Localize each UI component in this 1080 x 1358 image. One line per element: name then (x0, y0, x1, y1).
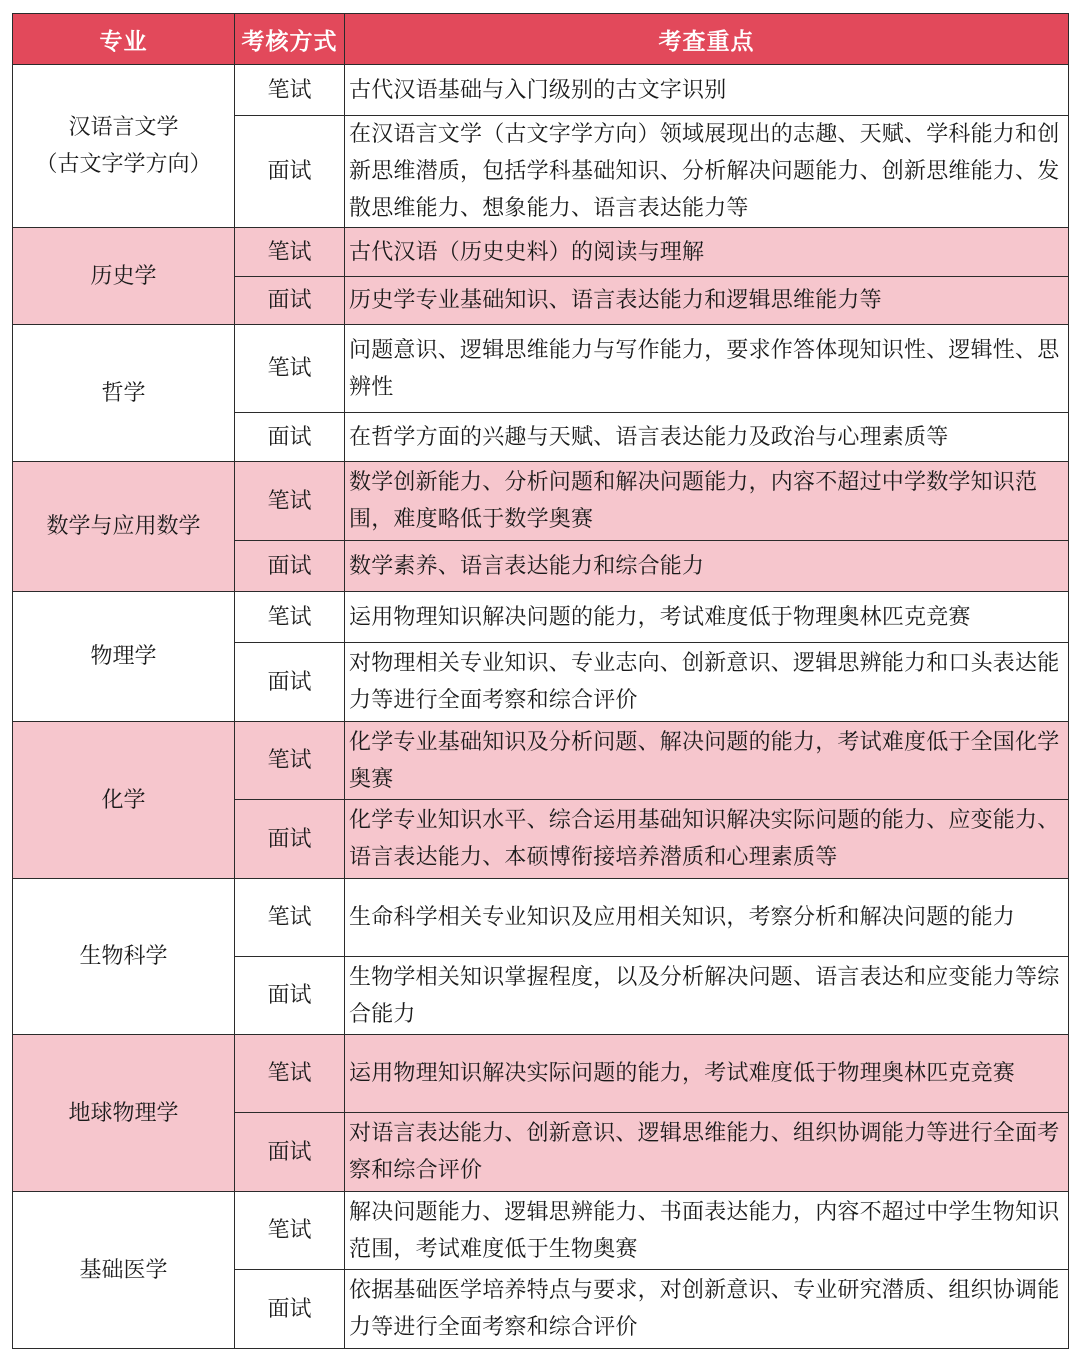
table-row (13, 722, 1069, 800)
header-focus: 考查重点 (345, 14, 1069, 65)
header-major: 专业 (13, 14, 235, 65)
major-cell: 化学 (13, 722, 235, 879)
focus-interview: 生物学相关知识掌握程度，以及分析解决问题、语言表达和应变能力等综合能力 (345, 957, 1069, 1035)
focus-interview: 历史学专业基础知识、语言表达能力和逻辑思维能力等 (345, 277, 1069, 325)
exam-table (12, 13, 1069, 1349)
table-row (13, 1035, 1069, 1113)
method-interview: 面试 (235, 643, 345, 722)
table-row (13, 325, 1069, 413)
method-interview: 面试 (235, 1113, 345, 1192)
method-written: 笔试 (235, 1035, 345, 1113)
method-interview: 面试 (235, 277, 345, 325)
major-name: 汉语言文学 (68, 115, 179, 140)
method-interview: 面试 (235, 541, 345, 592)
focus-written: 解决问题能力、逻辑思辨能力、书面表达能力，内容不超过中学生物知识范围，考试难度低于生物奥赛 (345, 1192, 1069, 1270)
method-written: 笔试 (235, 1192, 345, 1270)
table-header-row (13, 14, 1069, 65)
focus-written: 运用物理知识解决实际问题的能力，考试难度低于物理奥林匹克竞赛 (345, 1035, 1069, 1113)
focus-interview: 在汉语言文学（古文字学方向）领域展现出的志趣、天赋、学科能力和创新思维潜质，包括学科基础知识、分析解决问题能力、创新思维能力、发散思维能力、想象能力、语言表达能力等 (345, 116, 1069, 228)
method-written: 笔试 (235, 228, 345, 277)
focus-interview: 对语言表达能力、创新意识、逻辑思维能力、组织协调能力等进行全面考察和综合评价 (345, 1113, 1069, 1192)
major-cell: 哲学 (13, 325, 235, 462)
table-row (13, 228, 1069, 277)
focus-written: 问题意识、逻辑思维能力与写作能力，要求作答体现知识性、逻辑性、思辨性 (345, 325, 1069, 413)
method-interview: 面试 (235, 957, 345, 1035)
method-interview: 面试 (235, 1270, 345, 1349)
major-cell: 历史学 (13, 228, 235, 325)
major-cell: 基础医学 (13, 1192, 235, 1349)
method-written: 笔试 (235, 325, 345, 413)
table-row (13, 65, 1069, 116)
table-row (13, 879, 1069, 957)
method-written: 笔试 (235, 722, 345, 800)
focus-written: 古代汉语基础与入门级别的古文字识别 (345, 65, 1069, 116)
method-interview: 面试 (235, 116, 345, 228)
major-subname: （古文字学方向） (35, 152, 212, 177)
method-written: 笔试 (235, 592, 345, 643)
table-row (13, 1192, 1069, 1270)
major-cell: 物理学 (13, 592, 235, 722)
table-row (13, 462, 1069, 541)
focus-interview: 依据基础医学培养特点与要求，对创新意识、专业研究潜质、组织协调能力等进行全面考察和综合评价 (345, 1270, 1069, 1349)
method-written: 笔试 (235, 879, 345, 957)
major-cell: 地球物理学 (13, 1035, 235, 1192)
table-row (13, 592, 1069, 643)
focus-interview: 数学素养、语言表达能力和综合能力 (345, 541, 1069, 592)
focus-interview: 对物理相关专业知识、专业志向、创新意识、逻辑思辨能力和口头表达能力等进行全面考察和综合评价 (345, 643, 1069, 722)
focus-written: 生命科学相关专业知识及应用相关知识，考察分析和解决问题的能力 (345, 879, 1069, 957)
focus-written: 古代汉语（历史史料）的阅读与理解 (345, 228, 1069, 277)
major-cell (13, 65, 235, 228)
focus-written: 数学创新能力、分析问题和解决问题能力，内容不超过中学数学知识范围，难度略低于数学奥赛 (345, 462, 1069, 541)
focus-interview: 在哲学方面的兴趣与天赋、语言表达能力及政治与心理素质等 (345, 413, 1069, 462)
focus-interview: 化学专业知识水平、综合运用基础知识解决实际问题的能力、应变能力、语言表达能力、本硕博衔接培养潜质和心理素质等 (345, 800, 1069, 879)
focus-written: 化学专业基础知识及分析问题、解决问题的能力，考试难度低于全国化学奥赛 (345, 722, 1069, 800)
header-method: 考核方式 (235, 14, 345, 65)
method-interview: 面试 (235, 800, 345, 879)
major-cell: 数学与应用数学 (13, 462, 235, 592)
method-interview: 面试 (235, 413, 345, 462)
method-written: 笔试 (235, 462, 345, 541)
method-written: 笔试 (235, 65, 345, 116)
focus-written: 运用物理知识解决问题的能力，考试难度低于物理奥林匹克竞赛 (345, 592, 1069, 643)
major-cell: 生物科学 (13, 879, 235, 1035)
